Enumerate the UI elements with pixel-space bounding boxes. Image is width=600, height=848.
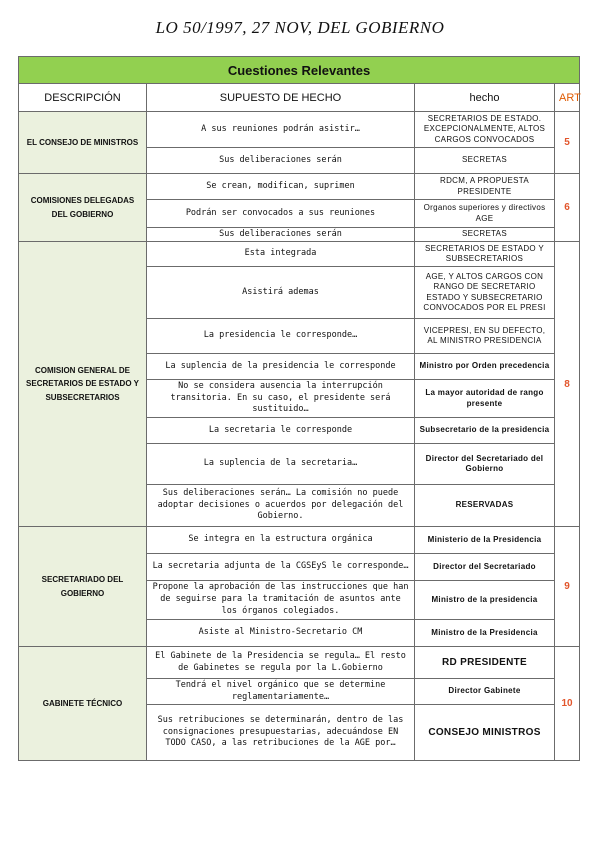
supuesto-cell: Tendrá el nivel orgánico que se determine reglamentariamente… [147, 679, 415, 705]
supuesto-cell: Sus deliberaciones serán… La comisión no puede adoptar decisiones o acuerdos por delegación del Gobierno. [147, 485, 415, 527]
supuesto-cell: Asistirá ademas [147, 267, 415, 319]
hecho-cell: Ministerio de la Presidencia [415, 527, 555, 554]
header-supuesto: SUPUESTO DE HECHO [147, 84, 415, 112]
section-name: COMISION GENERAL DE SECRETARIOS DE ESTADO Y SUBSECRETARIOS [19, 242, 147, 527]
supuesto-cell: La suplencia de la secretaria… [147, 444, 415, 485]
supuesto-cell: No se considera ausencia la interrupción transitoria. En su caso, el presidente será sustituido… [147, 380, 415, 418]
table-row [19, 174, 580, 200]
hecho-cell: Ministro de la Presidencia [415, 620, 555, 647]
hecho-cell: SECRETARIOS DE ESTADO. EXCEPCIONALMENTE, ALTOS CARGOS CONVOCADOS [415, 112, 555, 148]
hecho-cell: Director Gabinete [415, 679, 555, 705]
hecho-cell: SECRETAS [415, 148, 555, 174]
section-name: GABINETE TÉCNICO [19, 647, 147, 761]
supuesto-cell: Esta integrada [147, 242, 415, 267]
header-art: ART [555, 84, 580, 112]
supuesto-cell: Sus deliberaciones serán [147, 148, 415, 174]
hecho-cell: Subsecretario de la presidencia [415, 418, 555, 444]
table-row [19, 112, 580, 148]
hecho-cell: SECRETAS [415, 228, 555, 242]
supuesto-cell: La suplencia de la presidencia le corresponde [147, 354, 415, 380]
hecho-cell: RESERVADAS [415, 485, 555, 527]
hecho-cell: RDCM, A PROPUESTA PRESIDENTE [415, 174, 555, 200]
header-hecho: hecho [415, 84, 555, 112]
hecho-cell: Organos superiores y directivos AGE [415, 200, 555, 228]
section-name: EL CONSEJO DE MINISTROS [19, 112, 147, 174]
table-row [19, 647, 580, 679]
hecho-cell: La mayor autoridad de rango presente [415, 380, 555, 418]
section-name: SECRETARIADO DEL GOBIERNO [19, 527, 147, 647]
header-descripcion: DESCRIPCIÓN [19, 84, 147, 112]
hecho-cell: VICEPRESI, EN SU DEFECTO, AL MINISTRO PRESIDENCIA [415, 319, 555, 354]
art-number: 6 [555, 174, 580, 242]
supuesto-cell: El Gabinete de la Presidencia se regula… El resto de Gabinetes se regula por la L.Gobierno [147, 647, 415, 679]
table-row [19, 242, 580, 267]
supuesto-cell: Se crean, modifican, suprimen [147, 174, 415, 200]
supuesto-cell: Sus retribuciones se determinarán, dentro de las consignaciones presupuestarias, adecuándose EN TODO CASO, a las retribuciones de la AGE por… [147, 705, 415, 761]
cuestiones-table [18, 56, 580, 761]
hecho-cell: Director del Secretariado del Gobierno [415, 444, 555, 485]
art-number: 9 [555, 527, 580, 647]
supuesto-cell: La presidencia le corresponde… [147, 319, 415, 354]
section-name: COMISIONES DELEGADAS DEL GOBIERNO [19, 174, 147, 242]
supuesto-cell: Sus deliberaciones serán [147, 228, 415, 242]
hecho-cell: Director del Secretariado [415, 554, 555, 581]
supuesto-cell: Propone la aprobación de las instrucciones que han de seguirse para la tramitación de asuntos ante los órganos colegiados. [147, 581, 415, 620]
supuesto-cell: Se integra en la estructura orgánica [147, 527, 415, 554]
hecho-cell: AGE, Y ALTOS CARGOS CON RANGO DE SECRETARIO ESTADO Y SUBSECRETARIO CONVOCADOS POR EL PRESI [415, 267, 555, 319]
hecho-cell: SECRETARIOS DE ESTADO Y SUBSECRETARIOS [415, 242, 555, 267]
hecho-cell: RD PRESIDENTE [415, 647, 555, 679]
art-number: 10 [555, 647, 580, 761]
hecho-cell: CONSEJO MINISTROS [415, 705, 555, 761]
art-number: 8 [555, 242, 580, 527]
supuesto-cell: La secretaria le corresponde [147, 418, 415, 444]
supuesto-cell: Asiste al Ministro-Secretario CM [147, 620, 415, 647]
hecho-cell: Ministro de la presidencia [415, 581, 555, 620]
supuesto-cell: Podrán ser convocados a sus reuniones [147, 200, 415, 228]
table-band-title: Cuestiones Relevantes [19, 57, 580, 84]
art-number: 5 [555, 112, 580, 174]
supuesto-cell: La secretaria adjunta de la CGSEyS le corresponde… [147, 554, 415, 581]
table-row [19, 527, 580, 554]
hecho-cell: Ministro por Orden precedencia [415, 354, 555, 380]
supuesto-cell: A sus reuniones podrán asistir… [147, 112, 415, 148]
document-title: LO 50/1997, 27 NOV, DEL GOBIERNO [155, 18, 445, 37]
